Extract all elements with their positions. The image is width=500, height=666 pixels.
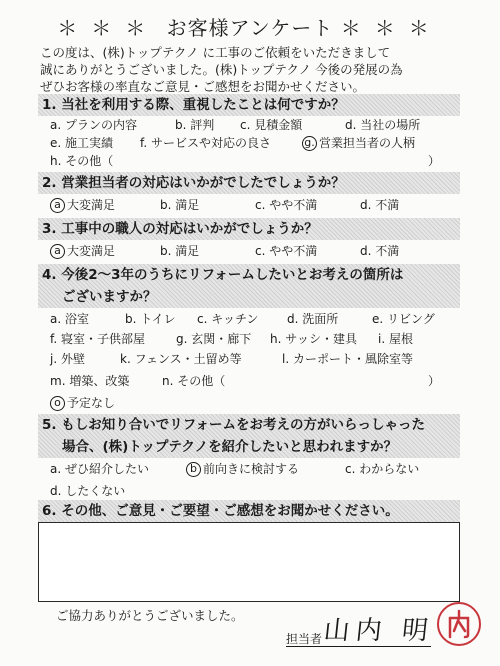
intro-line: 誠にありがとうございました。(株)トップテクノ 今後の発展の為	[40, 62, 403, 77]
staff-signature: 山内 明	[322, 616, 436, 646]
q5-option-c[interactable]: c. わからない	[345, 462, 420, 476]
question-3-text: 3. 工事中の職人の対応はいかがでしょうか？	[42, 221, 318, 237]
q4-option-j[interactable]: j. 外壁	[50, 352, 85, 366]
q1-option-h[interactable]: h. その他（	[50, 154, 114, 168]
q5-option-d[interactable]: d. したくない	[50, 484, 126, 498]
q4-option-l[interactable]: l. カーポート・風除室等	[282, 352, 413, 366]
intro-text	[40, 44, 470, 95]
q4-option-f[interactable]: f. 寝室・子供部屋	[50, 332, 146, 346]
q1-option-g[interactable]: g. 営業担当者の人柄	[302, 134, 415, 152]
question-5-line2: 場合、(株)トップテクノを紹介したいと思われますか？	[62, 439, 398, 455]
q1-option-e[interactable]: e. 施工実績	[50, 136, 114, 150]
q3-option-a[interactable]: a 大変満足	[50, 242, 115, 260]
q4-option-g[interactable]: g. 玄関・廊下	[176, 332, 252, 346]
q1-option-b[interactable]: b. 評判	[175, 118, 215, 132]
q1-option-a[interactable]: a. プランの内容	[50, 118, 138, 132]
staff-label: 担当者	[286, 632, 323, 646]
title-text: お客様アンケート	[166, 16, 334, 40]
selected-circle-mark: a	[50, 244, 65, 259]
q4-option-k[interactable]: k. フェンス・土留め等	[120, 352, 242, 366]
q1-option-d[interactable]: d. 当社の場所	[345, 118, 421, 132]
q4-option-i[interactable]: i. 屋根	[378, 332, 413, 346]
q4-option-n[interactable]: n. その他（	[162, 374, 226, 388]
q1-option-c[interactable]: c. 見積金額	[240, 118, 303, 132]
selected-circle-mark: b	[186, 462, 201, 477]
selected-circle-mark: g.	[302, 136, 317, 151]
q1-other-close: ）	[428, 154, 441, 168]
selected-circle-mark: a	[50, 198, 65, 213]
q4-option-d[interactable]: d. 洗面所	[287, 312, 339, 326]
q5-option-a[interactable]: a. ぜひ紹介したい	[50, 462, 150, 476]
title-stars-right: ＊＊＊	[340, 16, 443, 40]
q4-option-b[interactable]: b. トイレ	[125, 312, 176, 326]
q4-option-a[interactable]: a. 浴室	[50, 312, 90, 326]
q4-option-o[interactable]: o 予定なし	[50, 394, 115, 412]
question-5-line1: 5. もしお知り合いでリフォームをお考えの方がいらっしゃった	[42, 417, 426, 433]
question-4-line1: 4. 今後2～3年のうちにリフォームしたいとお考えの箇所は	[42, 267, 404, 283]
question-1-text: 1. 当社を利用する際、重視したことは何ですか？	[42, 97, 345, 113]
q2-option-c[interactable]: c. やや不満	[255, 198, 318, 212]
question-6-text: 6. その他、ご意見・ご要望・ご感想をお聞かせください。	[42, 503, 399, 519]
q4-option-m[interactable]: m. 増築、改築	[50, 374, 130, 388]
title-stars-left: ＊＊＊	[57, 16, 160, 40]
q2-option-a[interactable]: a 大変満足	[50, 196, 115, 214]
hanko-seal-icon	[437, 602, 481, 646]
signature-line	[286, 646, 431, 647]
q4-option-h[interactable]: h. サッシ・建具	[270, 332, 358, 346]
q4-option-e[interactable]: e. リビング	[372, 312, 435, 326]
intro-line: この度は、(株)トップテクノ に工事のご依頼をいただきまして	[40, 45, 391, 60]
intro-line: ぜひお客様の率直なご意見・ご感想をお聞かせください。	[40, 79, 366, 94]
q2-option-b[interactable]: b. 満足	[160, 198, 200, 212]
thanks-text: ご協力ありがとうございました。	[56, 608, 244, 623]
q2-option-d[interactable]: d. 不満	[360, 198, 400, 212]
form-title	[0, 12, 500, 41]
question-2-text: 2. 営業担当者の対応はいかがでしたでしょうか？	[42, 175, 345, 191]
hanko-seal-glyph	[439, 604, 479, 644]
comment-textarea[interactable]	[38, 522, 460, 602]
q4-other-close: ）	[428, 374, 441, 388]
q3-option-d[interactable]: d. 不満	[360, 244, 400, 258]
q3-option-b[interactable]: b. 満足	[160, 244, 200, 258]
q4-option-c[interactable]: c. キッチン	[197, 312, 259, 326]
selected-circle-mark: o	[50, 396, 65, 411]
q5-option-b[interactable]: b 前向きに検討する	[186, 460, 299, 478]
q1-option-f[interactable]: f. サービスや対応の良さ	[140, 136, 272, 150]
question-4-line2: ございますか？	[62, 289, 157, 305]
q3-option-c[interactable]: c. やや不満	[255, 244, 318, 258]
